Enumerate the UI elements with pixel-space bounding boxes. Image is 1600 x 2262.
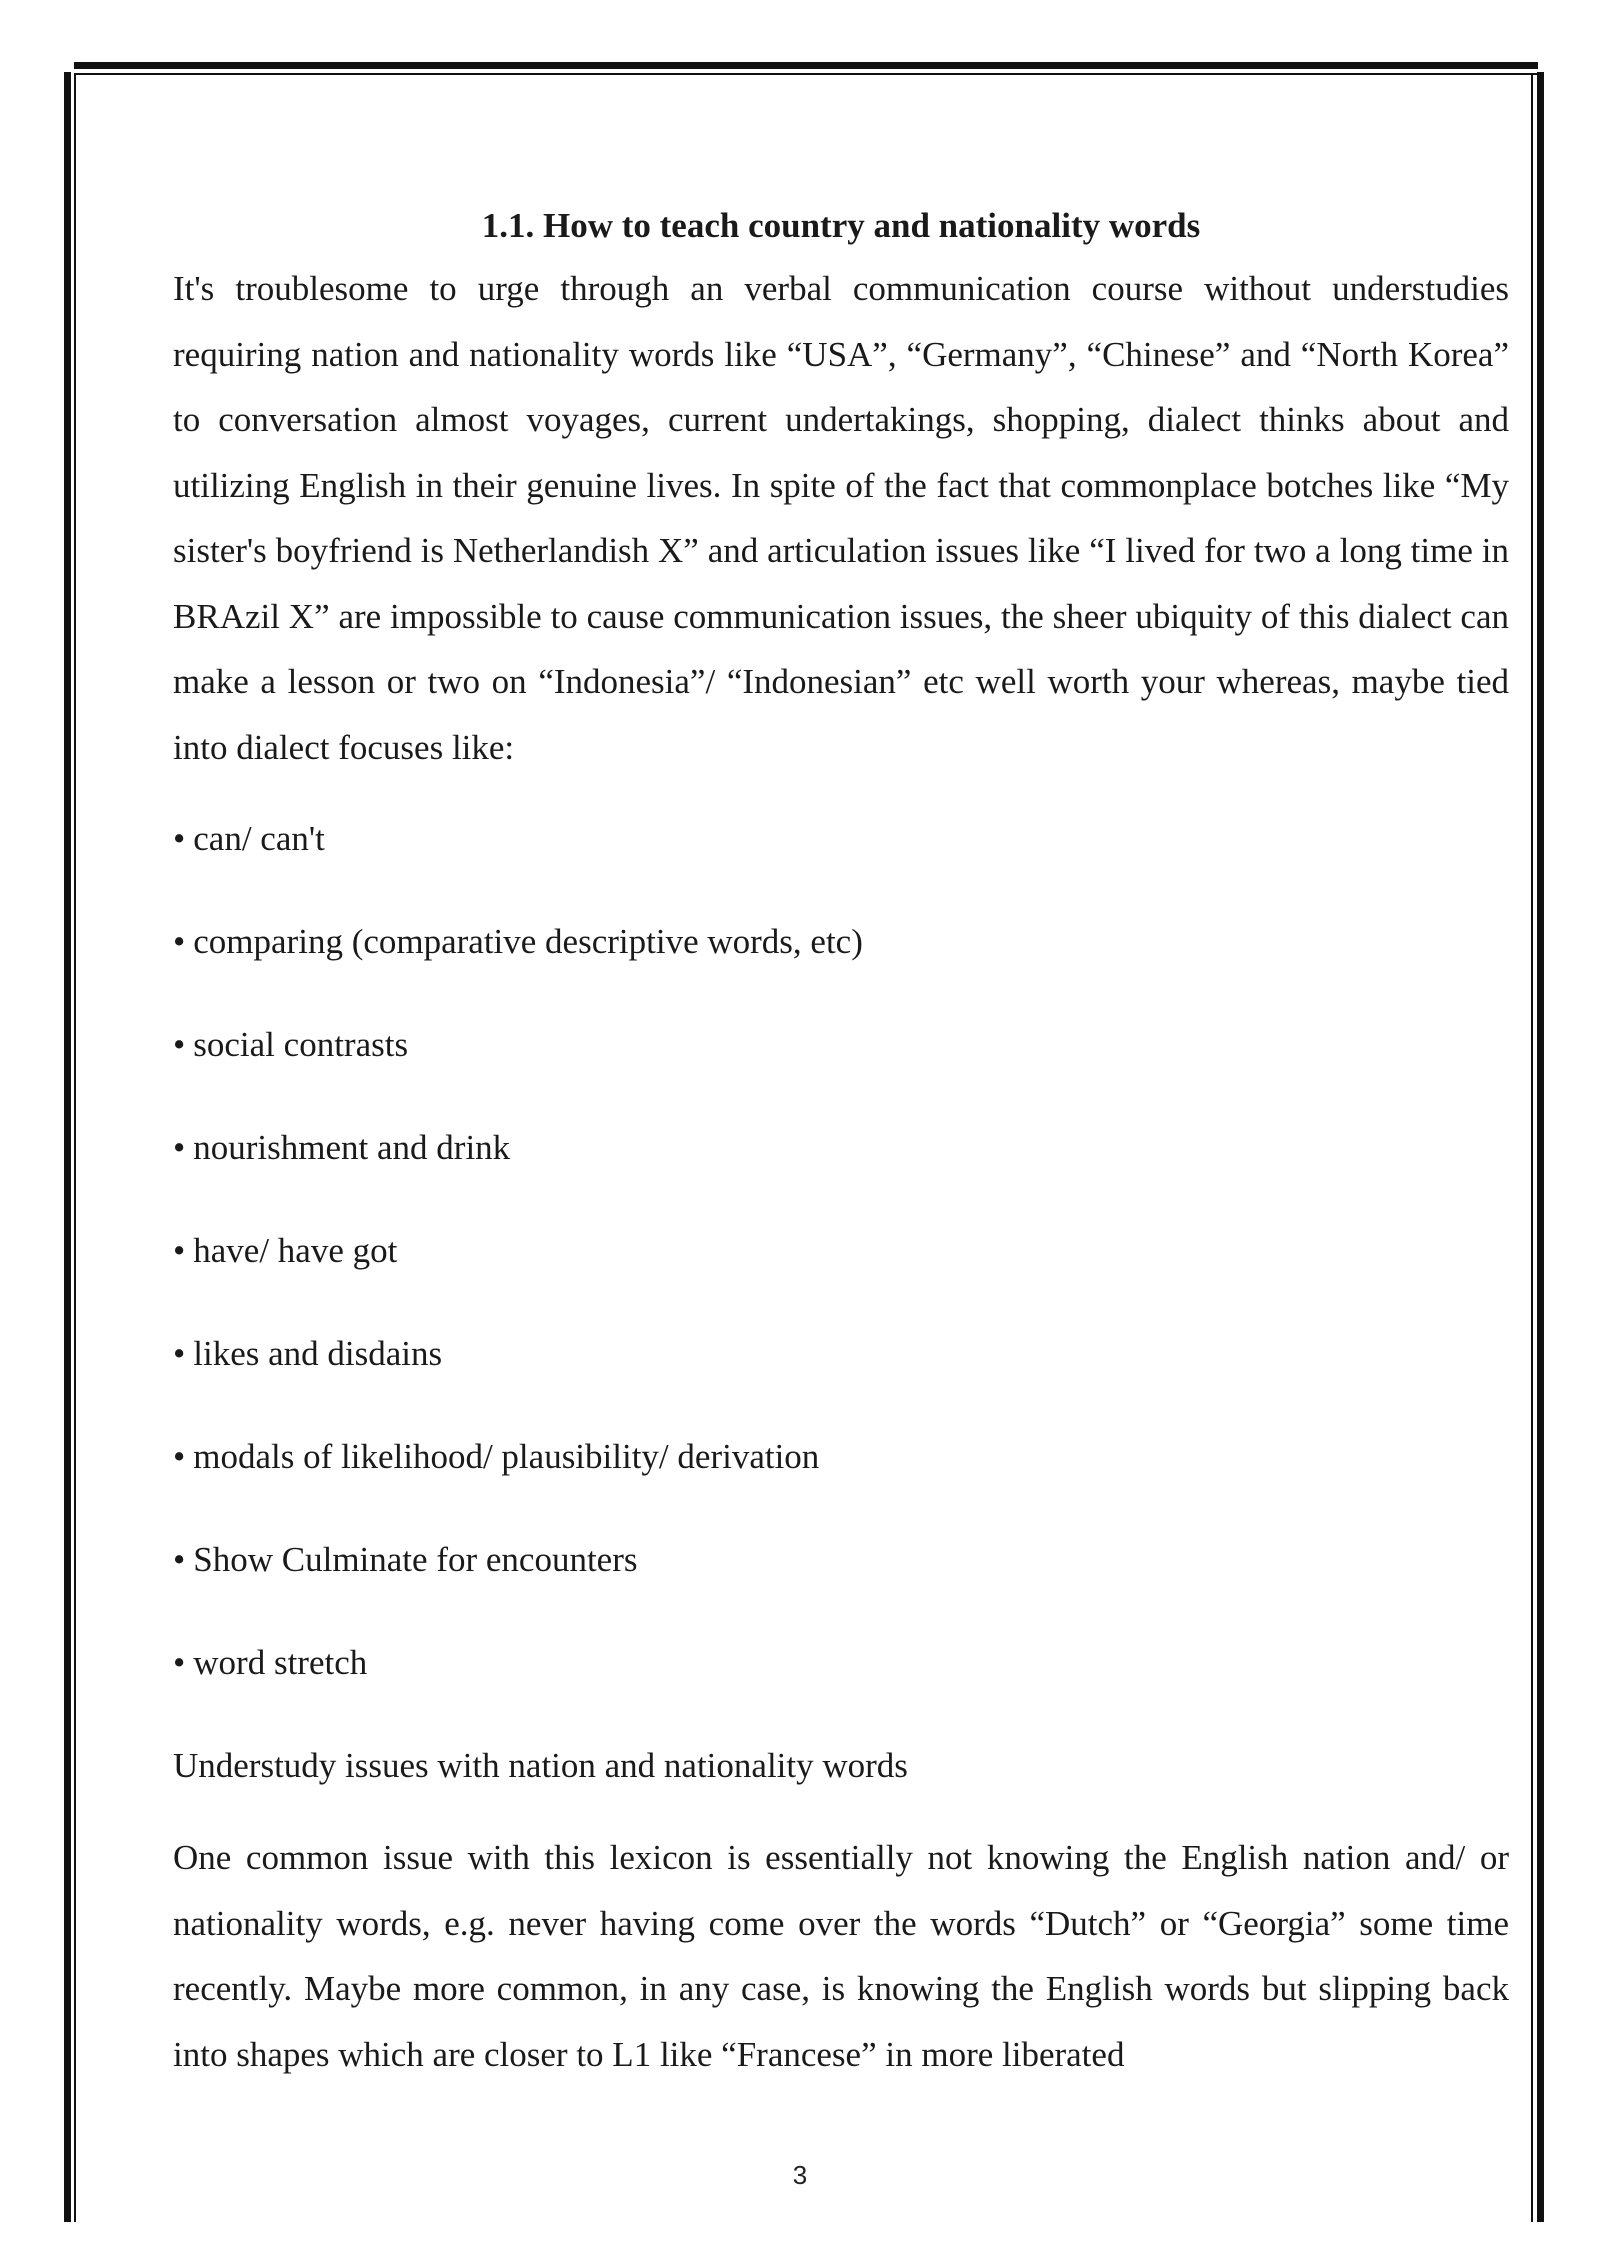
border-top-inner-line [74, 73, 1538, 75]
list-item-text: modals of likelihood/ plausibility/ derivation [193, 1437, 820, 1476]
bullet-icon: • [173, 1128, 186, 1167]
list-item [173, 1333, 1509, 1375]
bullet-icon: • [173, 922, 186, 961]
page-number: 3 [792, 2160, 808, 2190]
list-item-text: social contrasts [193, 1025, 409, 1064]
list-item-text: have/ have got [193, 1231, 398, 1270]
list-item [173, 1127, 1509, 1169]
document-body [173, 196, 1509, 2087]
list-item [173, 1436, 1509, 1478]
border-top-line [74, 62, 1538, 69]
list-item-text: nourishment and drink [193, 1128, 511, 1167]
list-item-text: word stretch [193, 1643, 368, 1682]
list-item [173, 921, 1509, 963]
list-item [173, 818, 1509, 860]
border-right-line [1537, 72, 1544, 2222]
bullet-icon: • [173, 1231, 186, 1270]
list-item [173, 1230, 1509, 1272]
bullet-icon: • [173, 1437, 186, 1476]
list-item-text: likes and disdains [193, 1334, 443, 1373]
border-left-line [64, 72, 71, 2222]
section-heading: 1.1. How to teach country and nationality words [481, 206, 1201, 245]
bullet-icon: • [173, 1334, 186, 1373]
list-item-text: comparing (comparative descriptive words, etc) [193, 922, 863, 961]
list-item-text: Show Culminate for encounters [193, 1540, 638, 1579]
border-right-inner-line [1531, 74, 1533, 2222]
list-item [173, 1024, 1509, 1066]
bullet-icon: • [173, 1540, 186, 1579]
second-paragraph: One common issue with this lexicon is essentially not knowing the English nation and/ or nationality words, e.g. never having come over the words “Dutch” or “Georgia” some time recently. Maybe more common, in any case, is knowing the English words but slipping back into shapes which are closer to L1 like “Francese” in more liberated [173, 1838, 1509, 2074]
intro-paragraph: It's troublesome to urge through an verbal communication course without understudies requiring nation and nationality words like “USA”, “Germany”, “Chinese” and “North Korea” to conversation almost voyages, current undertakings, shopping, dialect thinks about and utilizing English in their genuine lives. In spite of the fact that commonplace botches like “My sister's boyfriend is Netherlandish X” and articulation issues like “I lived for two a long time in BRAzil X” are impossible to cause communication issues, the sheer ubiquity of this dialect can make a lesson or two on “Indonesia”/ “Indonesian” etc well worth your whereas, maybe tied into dialect focuses like: [173, 269, 1509, 767]
bullet-icon: • [173, 1025, 186, 1064]
list-item [173, 1642, 1509, 1684]
subheading: Understudy issues with nation and nationality words [173, 1746, 908, 1785]
border-left-inner-line [74, 74, 76, 2222]
list-item [173, 1539, 1509, 1581]
bullet-icon: • [173, 819, 186, 858]
bullet-icon: • [173, 1643, 186, 1682]
list-item-text: can/ can't [193, 819, 325, 858]
bullet-list [173, 818, 1509, 1684]
